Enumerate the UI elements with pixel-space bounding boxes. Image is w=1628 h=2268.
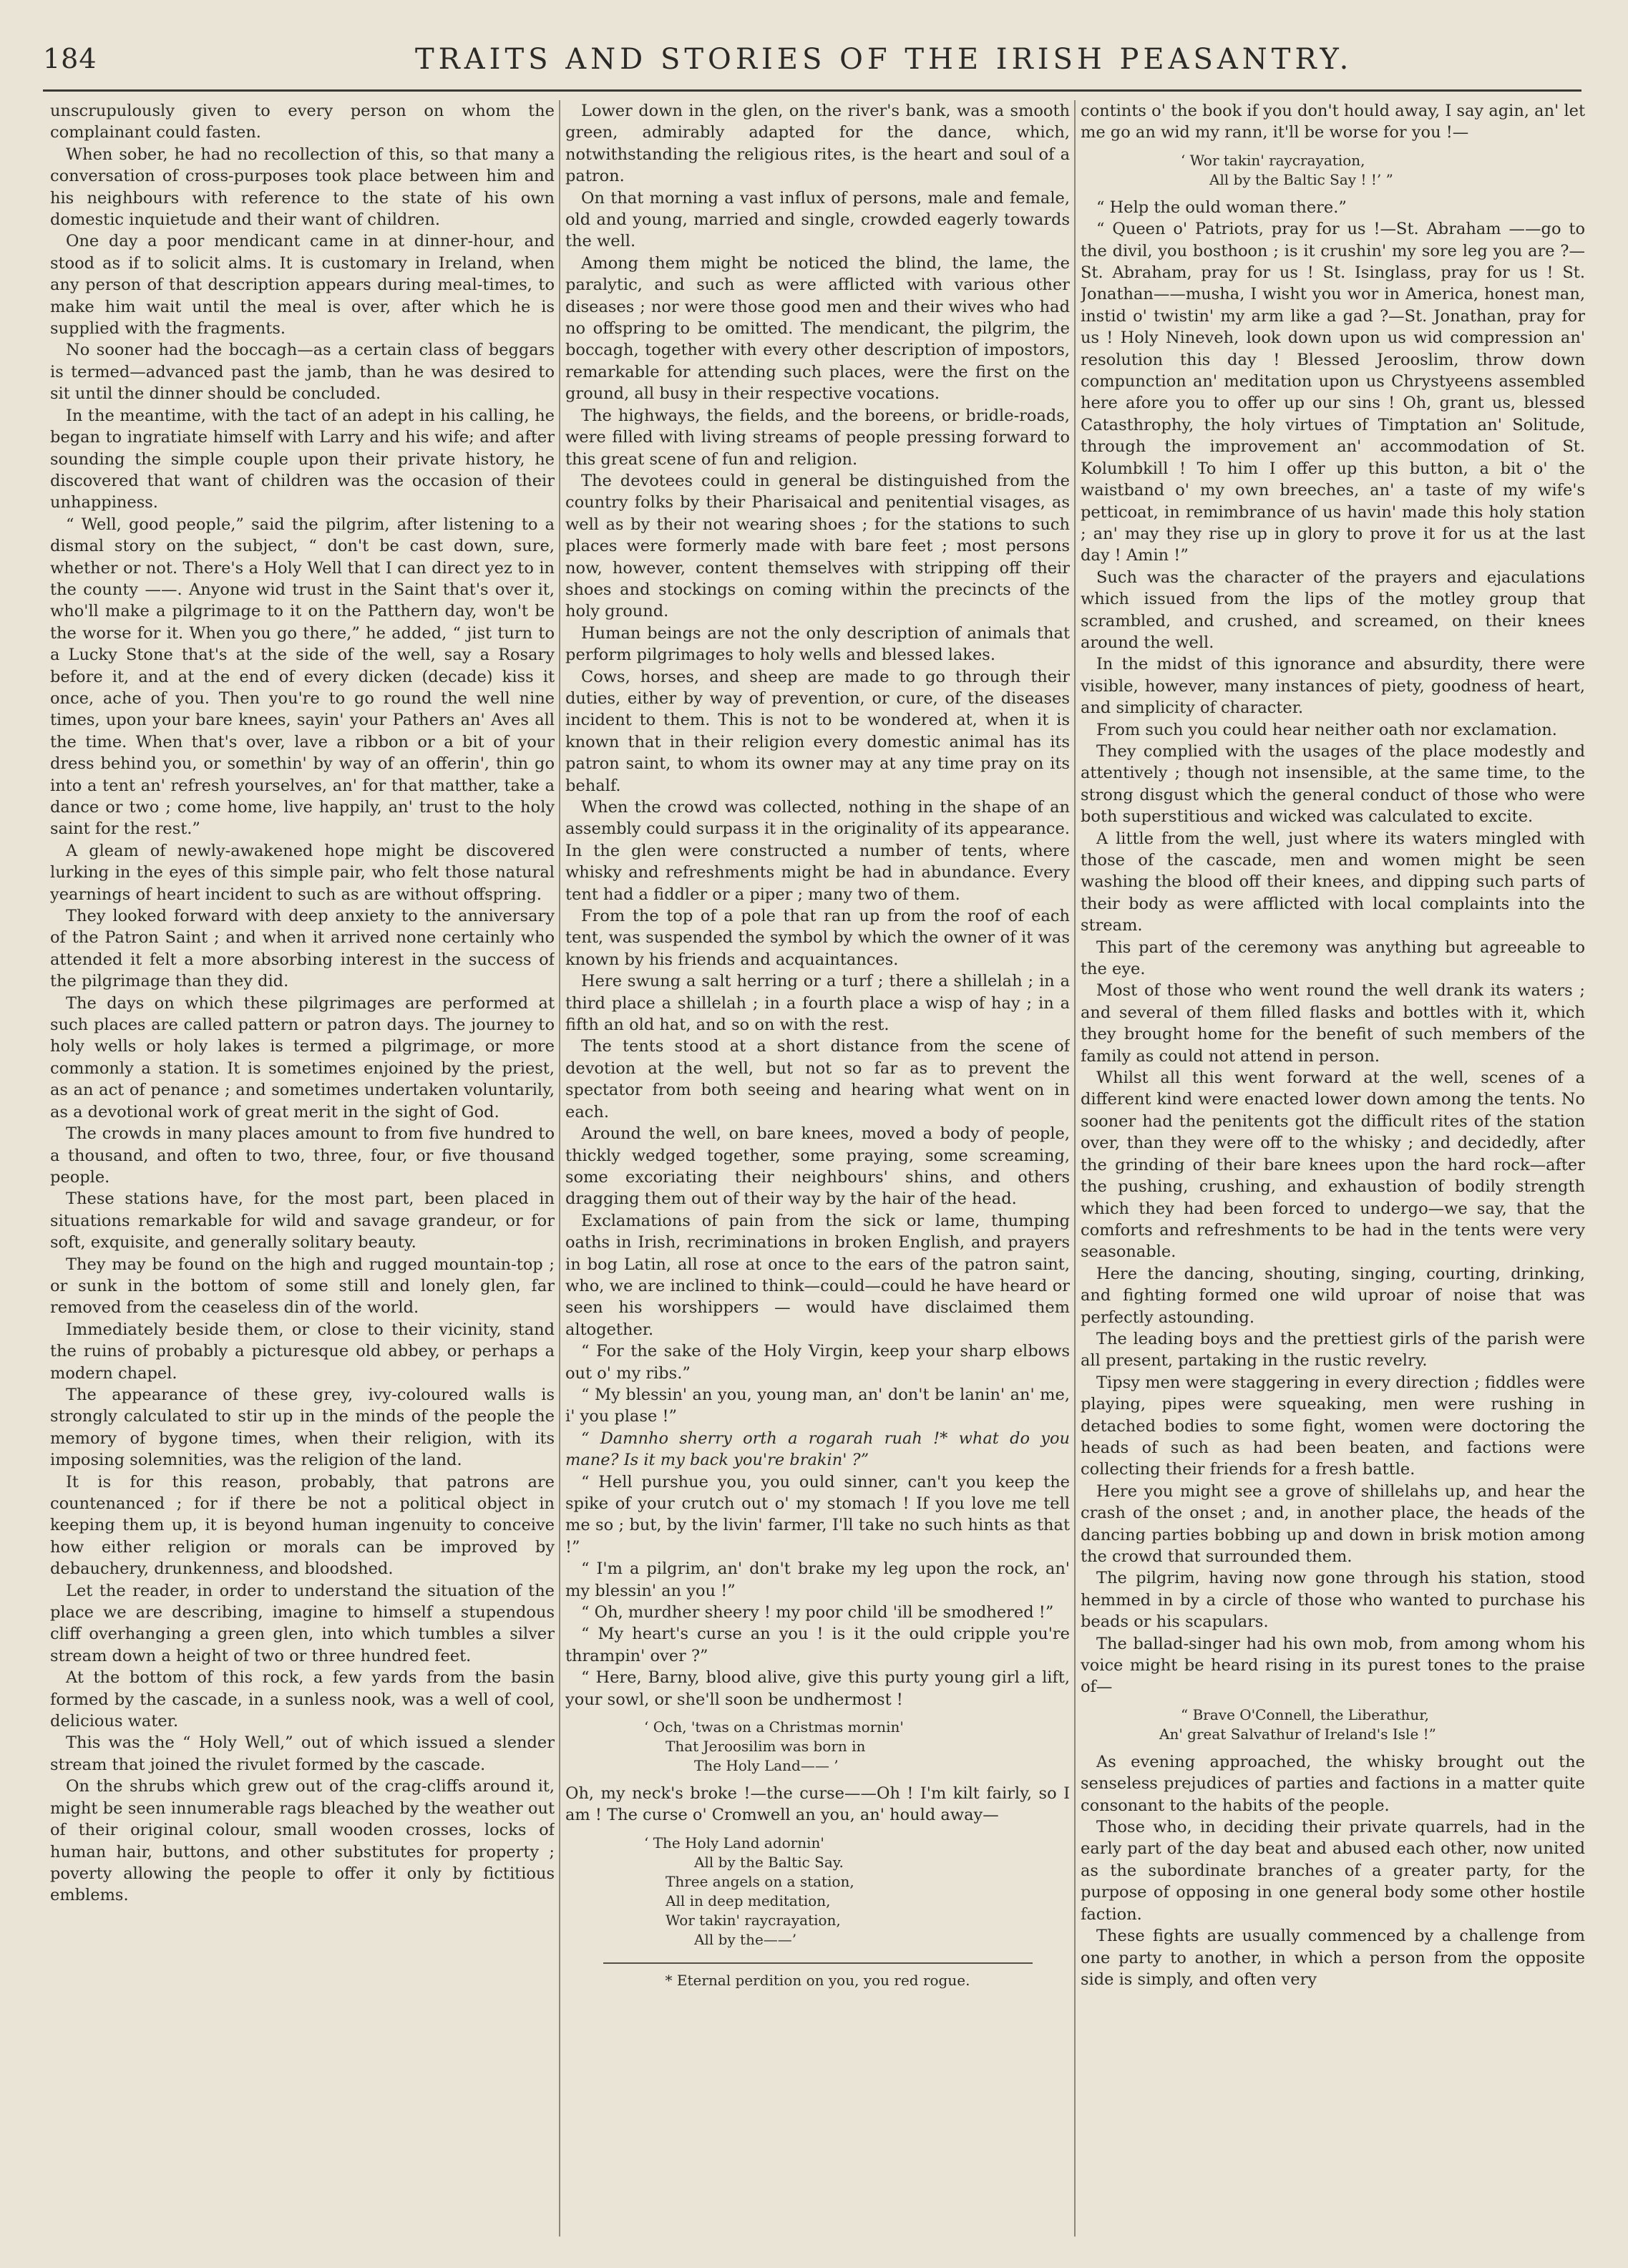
paragraph: A little from the well, just where its waters mingled with those of the cascade, men and women might be seen washing the blood off their knees, and dipping such parts of their body as were afflicted with local complaints into the stream. (1081, 829, 1585, 935)
column-3 (1081, 100, 1585, 2237)
paragraph: Here you might see a grove of shillelahs up, and hear the crash of the onset ; and, in another place, the heads of the dancing parties bobbing up and down in brisk motion among the crowd that surrounded them. (1081, 1481, 1585, 1566)
column-divider (559, 100, 560, 2237)
paragraph: Here swung a salt herring or a turf ; there a shillelah ; in a third place a shillelah ; in a fourth place a wisp of hay ; in a fifth an old hat, and so on with the rest. (565, 972, 1070, 1035)
page-number: 184 (43, 43, 97, 74)
paragraph: Around the well, on bare knees, moved a body of people, thickly wedged together, some praying, some screaming, some excoriating their neighbours' shins, and others dragging them out of their way by the hair of the head. (565, 1124, 1070, 1209)
paragraph: “ Damnho sherry orth a rogarah ruah !* what do you mane? Is it my back you're brakin' ?” (565, 1429, 1070, 1470)
paragraph: The devotees could in general be distinguished from the country folks by their Pharisaical and penitential visages, as well as by their not wearing shoes ; for the stations to such places were formerly made with bare feet ; most persons now, however, content themselves with stripping off their shoes and stockings on coming within the precincts of the holy ground. (565, 471, 1070, 621)
verse-line: All by the Baltic Say. (694, 1853, 844, 1871)
verse-block (644, 1718, 1070, 1776)
footnote: * Eternal perdition on you, you red rogue. (665, 1971, 970, 1989)
paragraph: The crowds in many places amount to from five hundred to a thousand, and often to two, three, four, or five thousand people. (50, 1124, 555, 1187)
verse-line: The Holy Land—— ’ (694, 1757, 839, 1775)
paragraph: From the top of a pole that ran up from the roof of each tent, was suspended the symbol by which the owner of it was known by his friends and acquaintances. (565, 907, 1070, 969)
paragraph: This was the “ Holy Well,” out of which issued a slender stream that joined the rivulet formed by the cascade. (50, 1733, 555, 1774)
paragraph: These fights are usually commenced by a challenge from one party to another, in which a person from the opposite side is simply, and often very (1081, 1927, 1585, 1989)
paragraph: Here the dancing, shouting, singing, courting, drinking, and fighting formed one wild uproar of noise that was perfectly astounding. (1081, 1264, 1585, 1327)
verse-block (644, 1834, 1070, 1950)
verse-line: All by the——’ (694, 1930, 797, 1948)
paragraph: As evening approached, the whisky brought out the senseless prejudices of parties and factions in a matter quite consonant to the habits of the people. (1081, 1752, 1585, 1815)
header-rule (43, 89, 1581, 92)
paragraph: Such was the character of the prayers and ejaculations which issued from the lips of the motley group that scrambled, and crushed, and screamed, on their knees around the well. (1081, 568, 1585, 652)
paragraph: Oh, my neck's broke !—the curse——Oh ! I'm kilt fairly, so I am ! The curse o' Cromwell an you, an' hould away— (565, 1784, 1070, 1825)
paragraph: “ I'm a pilgrim, an' don't brake my leg upon the rock, an' my blessin' an you !” (565, 1559, 1070, 1600)
paragraph: One day a poor mendicant came in at dinner-hour, and stood as if to solicit alms. It is customary in Ireland, when any person of that description appears during meal-times, to make him wait until the meal is over, after which he is supplied with the fragments. (50, 232, 555, 339)
running-title: TRAITS AND STORIES OF THE IRISH PEASANTRY. (415, 43, 1353, 76)
paragraph: The days on which these pilgrimages are performed at such places are called pattern or patron days. The journey to holy wells or holy lakes is termed a pilgrimage, or more commonly a station. It is sometimes enjoined by the priest, as an act of penance ; and sometimes undertaken voluntarily, as a devotional work of great merit in the sight of God. (50, 993, 555, 1121)
paragraph: Exclamations of pain from the sick or lame, thumping oaths in Irish, recriminations in broken English, and prayers in bog Latin, all rose at once to the ears of the patron saint, who, we are inclined to think—could—could he have heard or seen his worshippers — would have disclaimed them altogether. (565, 1211, 1070, 1339)
verse-line: ‘ The Holy Land adornin' (644, 1834, 824, 1851)
paragraph: “ Oh, murdher sheery ! my poor child 'ill be smodhered !” (581, 1603, 1054, 1622)
paragraph: They complied with the usages of the place modestly and attentively ; though not insensible, at the same time, to the strong disgust which the general conduct of those who were both superstitious and wicked was calculated to excite. (1081, 741, 1585, 827)
paragraph: These stations have, for the most part, been placed in situations remarkable for wild and savage grandeur, or for soft, exquisite, and generally solitary beauty. (50, 1189, 555, 1252)
paragraph: Most of those who went round the well drank its waters ; and several of them filled flasks and bottles with it, which they brought home for the benefit of such members of the family as could not attend in person. (1081, 981, 1585, 1066)
paragraph: When sober, he had no recollection of this, so that many a conversation of cross-purposes took place between him and his neighbours with reference to the state of his own domestic inquietude and their want of children. (50, 145, 555, 230)
footnote-rule (603, 1962, 1033, 1964)
paragraph: Cows, horses, and sheep are made to go through their duties, either by way of prevention, or cure, of the diseases incident to them. This is not to be wondered at, when it is known that in their religion every domestic animal has its patron saint, to whom its owner may at any time pray on its behalf. (565, 667, 1070, 795)
verse-block (1159, 151, 1585, 190)
paragraph: “ Here, Barny, blood alive, give this purty young girl a lift, your sowl, or she'll soon be undhermost ! (565, 1668, 1070, 1709)
verse-line: All in deep meditation, (666, 1892, 831, 1909)
verse-line: Three angels on a station, (666, 1872, 854, 1890)
paragraph: Whilst all this went forward at the well, scenes of a different kind were enacted lower down among the tents. No sooner had the penitents got the difficult rites of the station over, than they were off to the whisky ; and decidedly, after the grinding of their bare knees upon the hard rock—after the pushing, crushing, and exhaustion of bodily strength which they had been forced to undergo—we say, that the comforts and refreshments to be had in the tents were very seasonable. (1081, 1069, 1585, 1262)
paragraph: From such you could hear neither oath nor exclamation. (1096, 720, 1557, 739)
paragraph: Tipsy men were staggering in every direction ; fiddles were playing, pipes were squeaking, men were rushing in detached bodies to some fight, women were doctoring the heads of such as had been beaten, and factions were collecting their friends for a fresh battle. (1081, 1373, 1585, 1479)
verse-line: ‘ Och, 'twas on a Christmas mornin' (644, 1718, 904, 1736)
paragraph: The highways, the fields, and the boreens, or bridle-roads, were filled with living streams of people pressing forward to this great scene of fun and religion. (565, 406, 1070, 469)
paragraph: The ballad-singer had his own mob, from among whom his voice might be heard rising in its purest tones to the praise of— (1081, 1634, 1585, 1697)
verse-line: ‘ Wor takin' raycrayation, (1181, 151, 1365, 169)
paragraph: “ For the sake of the Holy Virgin, keep your sharp elbows out o' my ribs.” (565, 1342, 1070, 1383)
paragraph: Immediately beside them, or close to their vicinity, stand the ruins of probably a picturesque old abbey, or perhaps a modern chapel. (50, 1320, 555, 1383)
paragraph: On the shrubs which grew out of the crag-cliffs around it, might be seen innumerable rags bleached by the weather out of their original colour, small wooden crosses, locks of human hair, buttons, and other substitutes for property ; poverty allowing the people to offer it only by fictitious emblems. (50, 1777, 555, 1905)
paragraph: No sooner had the boccagh—as a certain class of beggars is termed—advanced past the jamb, than he was desired to sit until the dinner should be concluded. (50, 341, 555, 404)
paragraph: On that morning a vast influx of persons, male and female, old and young, married and single, crowded eagerly towards the well. (565, 188, 1070, 251)
paragraph: unscrupulously given to every person on whom the complainant could fasten. (50, 102, 555, 142)
paragraph: In the midst of this ignorance and absurdity, there were visible, however, many instances of piety, goodness of heart, and simplicity of character. (1081, 655, 1585, 718)
paragraph: It is for this reason, probably, that patrons are countenanced ; for if there be not a political object in keeping them up, it is beyond human ingenuity to conceive how either religion or morals can be improved by debauchery, drunkenness, and bloodshed. (50, 1472, 555, 1579)
verse-line: “ Brave O'Connell, the Liberathur, (1181, 1705, 1430, 1723)
paragraph: Lower down in the glen, on the river's bank, was a smooth green, admirably adapted for the dance, which, notwithstanding the religious rites, is the heart and soul of a patron. (565, 102, 1070, 186)
paragraph: contints o' the book if you don't hould away, I say agin, an' let me go an wid my rann, it'll be worse for you !— (1081, 102, 1585, 142)
page-header (43, 43, 1596, 86)
paragraph: The appearance of these grey, ivy-coloured walls is strongly calculated to stir up in the minds of the people the memory of bygone times, when their religion, with its imposing solemnities, was the religion of the land. (50, 1385, 555, 1470)
paragraph: They looked forward with deep anxiety to the anniversary of the Patron Saint ; and when it arrived none certainly who attended it felt a more absorbing interest in the success of the pilgrimage than they did. (50, 907, 555, 991)
paragraph: Among them might be noticed the blind, the lame, the paralytic, and such as were afflicted with various other diseases ; nor were those good men and their wives who had no offspring to be omitted. The mendicant, the pilgrim, the boccagh, together with every other description of impostors, remarkable for attending such places, were the first on the ground, all busy in their respective vocations. (565, 253, 1070, 404)
paragraph: “ Well, good people,” said the pilgrim, after listening to a dismal story on the subject, “ don't be cast down, sure, whether or not. There's a Holy Well that I can direct yez to in the county ——. Anyone wid trust in the Saint that's over it, who'll make a pilgrimage to it on the Patthern day, won't be the worse for it. When you go there,” he added, “ jist turn to a Lucky Stone that's at the side of the well, say a Rosary before it, and at the end of every dicken (decade) kiss it once, ache of you. Then you're to go round the well nine times, upon your bare knees, sayin' your Pathers an' Aves all the time. When that's over, lave a ribbon or a bit of your dress behind you, or somethin' by way of an offerin', thin go into a tent an' refresh yourselves, an' for that matther, take a dance or two ; come home, live happily, an' trust to the holy saint for the rest.” (50, 515, 555, 839)
paragraph: Human beings are not the only description of animals that perform pilgrimages to holy wells and blessed lakes. (565, 623, 1070, 665)
paragraph: “ My blessin' an you, young man, an' don't be lanin' an' me, i' you plase !” (565, 1385, 1070, 1426)
paragraph: “ Help the ould woman there.” (1096, 198, 1347, 217)
paragraph: They may be found on the high and rugged mountain-top ; or sunk in the bottom of some still and lonely glen, far removed from the ceaseless din of the world. (50, 1255, 555, 1318)
column-2 (565, 100, 1070, 2237)
paragraph: The tents stood at a short distance from the scene of devotion at the well, but not so far as to prevent the spectator from both seeing and hearing what went on in each. (565, 1037, 1070, 1121)
paragraph: When the crowd was collected, nothing in the shape of an assembly could surpass it in the originality of its appearance. In the glen were constructed a number of tents, where whisky and refreshments might be had in abundance. Every tent had a fiddler or a piper ; many two of them. (565, 798, 1070, 904)
paragraph: This part of the ceremony was anything but agreeable to the eye. (1081, 938, 1585, 979)
verse-line: Wor takin' raycrayation, (666, 1911, 841, 1929)
paragraph: The leading boys and the prettiest girls of the parish were all present, partaking in the rustic revelry. (1081, 1329, 1585, 1371)
verse-line: All by the Baltic Say ! !’ ” (1209, 170, 1393, 188)
paragraph: The pilgrim, having now gone through his station, stood hemmed in by a circle of those who wanted to purchase his beads or his scapulars. (1081, 1569, 1585, 1632)
paragraph: Let the reader, in order to understand the situation of the place we are describing, imagine to himself a stupendous cliff overhanging a green glen, into which tumbles a silver stream down a height of two or three hundred feet. (50, 1581, 555, 1665)
paragraph: A gleam of newly-awakened hope might be discovered lurking in the eyes of this simple pair, who felt those natural yearnings of heart incident to such as are without offspring. (50, 841, 555, 904)
paragraph: Those who, in deciding their private quarrels, had in the early part of the day beat and abused each other, now united as the subordinate branches of a greater party, for the purpose of opposing in one general body some other hostile faction. (1081, 1818, 1585, 1924)
column-1 (50, 100, 555, 2237)
column-divider (1074, 100, 1076, 2237)
paragraph: In the meantime, with the tact of an adept in his calling, he began to ingratiate himself with Larry and his wife; and after sounding the simple couple upon their private history, he discovered that want of children was the occasion of their unhappiness. (50, 406, 555, 512)
verse-line: That Jeroosilim was born in (666, 1738, 866, 1756)
paragraph: At the bottom of this rock, a few yards from the basin formed by the cascade, in a sunless nook, was a well of cool, delicious water. (50, 1668, 555, 1731)
paragraph: “ Hell purshue you, you ould sinner, can't you keep the spike of your crutch out o' my stomach ! If you love me tell me so ; but, by the livin' farmer, I'll take no such hints as that !” (565, 1472, 1070, 1557)
verse-block (1159, 1705, 1585, 1744)
verse-line: An' great Salvathur of Ireland's Isle !” (1159, 1725, 1436, 1743)
paragraph: “ Queen o' Patriots, pray for us !—St. Abraham ——go to the divil, you bosthoon ; is it crushin' my sore leg you are ?—St. Abraham, pray for us ! St. Isinglass, pray for us ! St. Jonathan——musha, I wisht you wor in America, honest man, instid o' twistin' my arm like a gad ?—St. Jonathan, pray for us ! Holy Nineveh, look down upon us wid compression an' resolution this day ! Blessed Jerooslim, throw down compunction an' meditation upon us Chrystyeens assembled here afore you to offer up our sins ! Oh, grant us, blessed Catasthrophy, the holy virtues of Timptation an' Solitude, through the improvement an' accommodation of St. Kolumbkill ! To him I offer up this button, a bit o' the waistband o' my own breeches, an' a taste of my wife's petticoat, in remimbrance of us havin' made this holy station ; an' may they rise up in glory to prove it for us at the last day ! Amin !” (1081, 220, 1585, 565)
paragraph: “ My heart's curse an you ! is it the ould cripple you're thrampin' over ?” (565, 1625, 1070, 1665)
